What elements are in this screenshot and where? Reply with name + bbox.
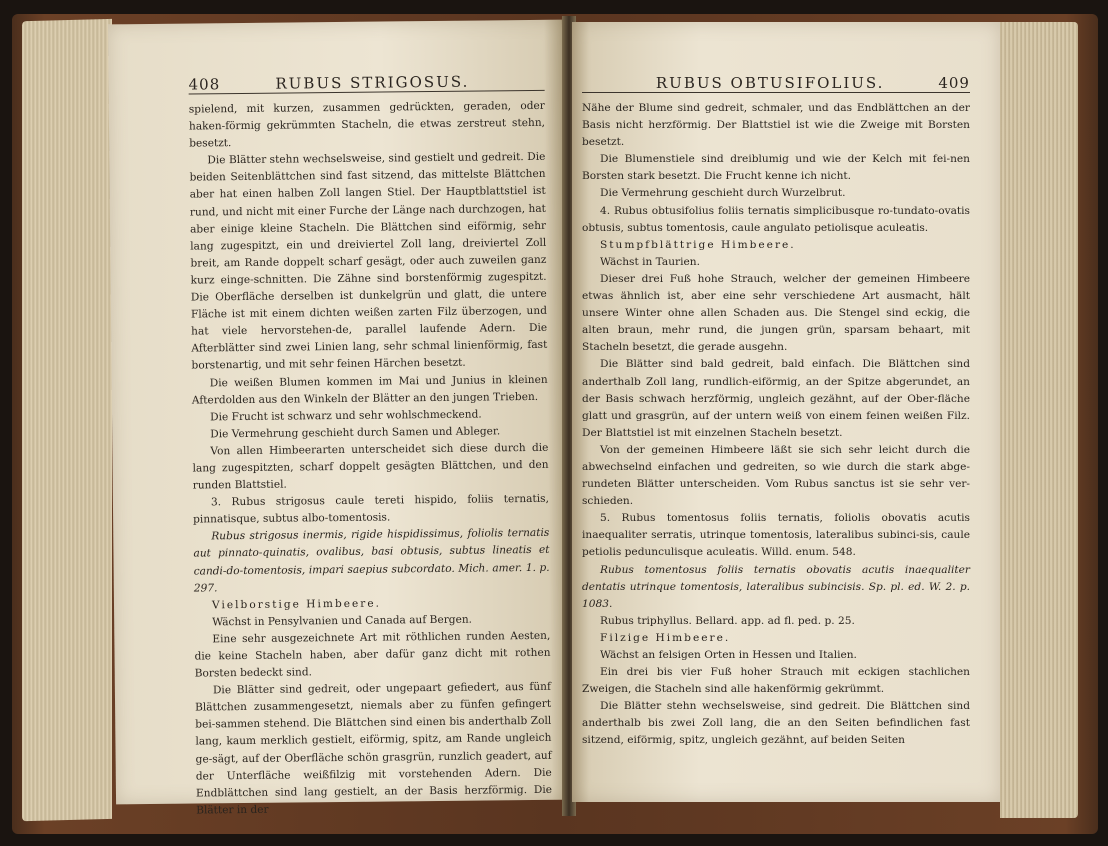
paragraph: Die Vermehrung geschieht durch Wurzelbrut.: [600, 187, 846, 200]
paragraph: Die Blätter sind gedreit, oder ungepaart gefiedert, aus fünf Blättchen zusammengesetzt, niemals aber zu fünfen gefingert bei-sammen stehend. Die Blättchen sind einen bis anderthalb Zoll lang, kaum merklich gestielt, eiförmig, spitz, am Rande ungleich ge-sägt, auf der Oberfläche schön grasgrün, runzlich geadert, auf der Unterfläche weißfilzig mit vorstehenden Adern. Die Endblättchen sind lang gestielt, an der Basis herzförmig. Die Blätter in der: [195, 680, 553, 817]
left-page-body: [189, 98, 552, 820]
paragraph: Wächst in Pensylvanien und Canada auf Bergen.: [212, 613, 473, 629]
page-number: 409: [938, 74, 970, 92]
paragraph: Die Blumenstiele sind dreiblumig und wie der Kelch mit fei-nen Borsten stark besetzt. Die Frucht kenne ich nicht.: [582, 153, 970, 183]
species-diagnosis: 3. Rubus strigosus caule tereti hispido, foliis ternatis, pinnatisque, subtus albo-tomentosis.: [193, 492, 549, 526]
paragraph: spielend, mit kurzen, zusammen gedrückten, geraden, oder haken-förmig gekrümmten Stacheln, die etwas zerstreut stehn, besetzt.: [188, 99, 546, 150]
paragraph: Die weißen Blumen kommen im Mai und Junius in kleinen Afterdolden aus den Winkeln der Blätter an den jungen Trieben.: [191, 373, 548, 407]
synonym-citation: Rubus strigosus inermis, rigide hispidissimus, foliolis ternatis aut pinnato-quinatis, ovalibus, basi obtusis, subtus lineatis et candi-do-tomentosis, impari saepius subcordato. Mich. amer. 1. p. 297.: [193, 527, 550, 595]
paragraph: Die Blätter stehn wechselsweise, sind gedreit. Die Blättchen sind anderthalb bis zwei Zoll lang, die an den Seiten befindlichen fast sitzend, eiförmig, spitz, ungleich gezähnt, auf beiden Seiten: [582, 700, 970, 747]
paragraph: Die Frucht ist schwarz und sehr wohlschmeckend.: [209, 408, 482, 424]
synonym-citation: Rubus triphyllus. Bellard. app. ad fl. ped. p. 25.: [600, 614, 855, 627]
paragraph: Die Blätter sind bald gedreit, bald einfach. Die Blättchen sind anderthalb Zoll lang, rundlich-eiförmig, an der Spitze abgerundet, an der Basis schwach herzförmig, ungleich gezähnt, auf der Ober-fläche glatt und grasgrün, auf der untern weiß von einem feinen weißen Filz. Der Blattstiel ist mit einzelnen Stacheln besetzt.: [582, 358, 970, 439]
paragraph: Die Vermehrung geschieht durch Samen und Ableger.: [210, 425, 501, 441]
paragraph: Wächst in Taurien.: [600, 255, 700, 268]
paragraph: Wächst an felsigen Orten in Hessen und Italien.: [600, 649, 857, 661]
common-name: Vielborstige Himbeere.: [211, 597, 382, 612]
running-head: RUBUS OBTUSIFOLIUS.: [655, 74, 885, 92]
paragraph: Dieser drei Fuß hohe Strauch, welcher der gemeinen Himbeere etwas ähnlich ist, aber eine sehr verschiedene Art ausmacht, hält unsere Winter ohne allen Schaden aus. Die Stengel sind eckig, die alten braun, mehr rund, die jungen grün, sparsam behaart, mit Stacheln besetzt, die gerade ausgehn.: [582, 272, 970, 354]
synonym-citation: Rubus tomentosus foliis ternatis obovatis acutis inaequaliter dentatis utrinque tomentosis, lateralibus subincisis. Sp. pl. ed. W. 2. p. 1083.: [582, 563, 970, 610]
running-head: RUBUS STRIGOSUS.: [275, 72, 470, 93]
common-name: Stumpfblättrige Himbeere.: [600, 238, 796, 251]
page-number: 408: [188, 75, 221, 94]
common-name: Filzige Himbeere.: [600, 631, 731, 644]
species-diagnosis: 4. Rubus obtusifolius foliis ternatis simplicibusque ro-tundato-ovatis obtusis, subtus tomentosis, caule angulato petiolisque aculeatis.: [582, 204, 970, 234]
paragraph: Eine sehr ausgezeichnete Art mit röthlichen runden Aesten, die keine Stacheln haben, aber dafür ganz dicht mit rothen Borsten bedeckt sind.: [194, 629, 551, 680]
right-page-body: [582, 100, 970, 750]
paragraph: Von allen Himbeerarten unterscheidet sich diese durch die lang zugespitzten, scharf doppelt gesägten Blättchen, und den runden Blattstiel.: [192, 441, 549, 492]
paragraph: Von der gemeinen Himbeere läßt sie sich sehr leicht durch die abwechselnd einfachen und gedreiten, so wie durch die stark abge-rundeten Blätter unterscheiden. Vom Rubus sanctus ist sie sehr ver-schieden.: [582, 443, 970, 508]
species-diagnosis: 5. Rubus tomentosus foliis ternatis, foliolis obovatis acutis inaequaliter serratis, utrinque tomentosis, lateralibus subinci-sis, caule petiolis pedunculisque aculeatis. Willd. enum. 548.: [582, 512, 970, 559]
page-edges-right: [1000, 22, 1078, 818]
paragraph: Ein drei bis vier Fuß hoher Strauch mit eckigen stachlichen Zweigen, die Stacheln sind alle hakenförmig gekrümmt.: [582, 666, 970, 696]
page-edges-left: [22, 19, 112, 821]
left-page-header: [188, 68, 544, 95]
right-page-header: [582, 70, 970, 93]
left-page: [108, 20, 570, 817]
paragraph: Die Blätter stehn wechselsweise, sind gestielt und gedreit. Die beiden Seitenblättchen sind fast sitzend, das mittelste Blättchen aber hat einen halben Zoll langen Stiel. Der Hauptblattstiel ist rund, und nicht mit einer Furche der Länge nach durchzogen, hat aber einige kleine Stacheln. Die Blättchen sind eiförmig, sehr lang zugespitzt, ein und dreiviertel Zoll lang, dreiviertel Zoll breit, am Rande doppelt scharf gesägt, oder auch zuweilen ganz kurz einge-schnitten. Die Zähne sind borstenförmig zugespitzt. Die Oberfläche derselben ist dunkelgrün und glatt, die untere Fläche ist mit einem dichten weißen zarten Filz überzogen, und hat viele hervorstehen-de, parallel laufende Adern. Die Afterblätter sind zwei Linien lang, sehr schmal linienförmig, fast borstenartig, und mit sehr feinen Härchen besetzt.: [189, 151, 548, 372]
right-page: [572, 22, 1000, 802]
paragraph: Nähe der Blume sind gedreit, schmaler, und das Endblättchen an der Basis nicht herzförmig. Der Blattstiel ist wie die Zweige mit Borsten besetzt.: [582, 102, 970, 149]
